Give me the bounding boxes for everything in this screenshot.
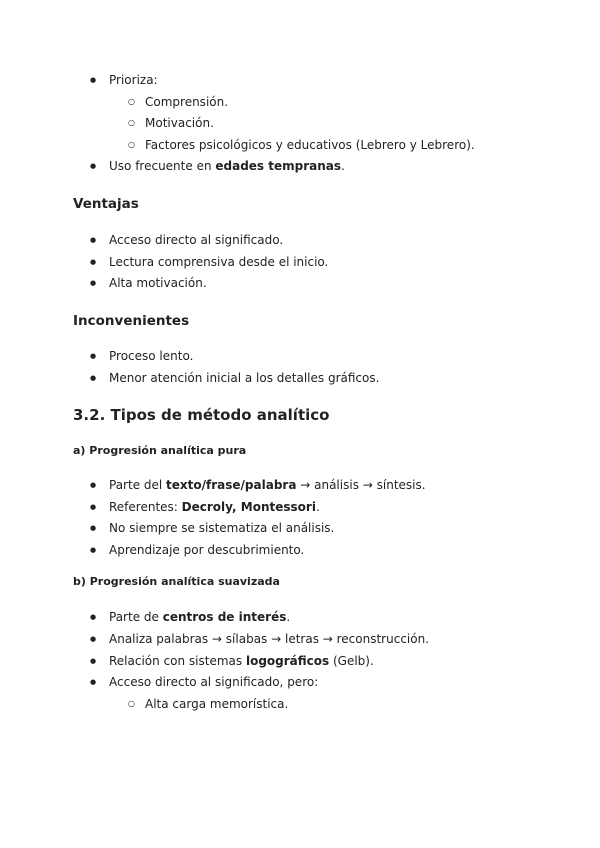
sub-list-item-text: Factores psicológicos y educativos (Lebrero y Lebrero). xyxy=(145,138,475,152)
list-item-text: Proceso lento. xyxy=(109,349,194,363)
list-item-text: No siempre se sistematiza el análisis. xyxy=(109,521,335,535)
list-item-text: Aprendizaje por descubrimiento. xyxy=(109,543,305,557)
list-item-text: Alta motivación. xyxy=(109,276,207,290)
subheading-pura: a) Progresión analítica pura xyxy=(73,444,247,457)
list-item-text: Prioriza: xyxy=(109,73,158,87)
list-item-text: Analiza palabras → sílabas → letras → reconstrucción. xyxy=(109,632,430,646)
list-item-text: Acceso directo al significado. xyxy=(109,233,284,247)
sub-list-item-text: Alta carga memorística. xyxy=(145,697,289,711)
sub-list-item-text: Motivación. xyxy=(145,116,214,130)
list-item-text: Menor atención inicial a los detalles gráficos. xyxy=(109,371,380,385)
list-item-text: Lectura comprensiva desde el inicio. xyxy=(109,255,329,269)
list-item-text: Parte del texto/frase/palabra → análisis → síntesis. xyxy=(109,478,426,492)
section-title: 3.2. Tipos de método analítico xyxy=(73,406,330,424)
list-item-text: Referentes: Decroly, Montessori. xyxy=(109,500,320,514)
heading-ventajas: Ventajas xyxy=(73,196,139,212)
heading-inconvenientes: Inconvenientes xyxy=(73,313,190,329)
list-item-text: Uso frecuente en edades tempranas. xyxy=(109,159,345,173)
sub-list-item-text: Comprensión. xyxy=(145,95,229,109)
list-item-text: Relación con sistemas logográficos (Gelb). xyxy=(109,654,374,668)
subheading-suavizada: b) Progresión analítica suavizada xyxy=(73,575,280,588)
list-item-text: Acceso directo al significado, pero: xyxy=(109,675,319,689)
list-item-text: Parte de centros de interés. xyxy=(109,610,291,624)
